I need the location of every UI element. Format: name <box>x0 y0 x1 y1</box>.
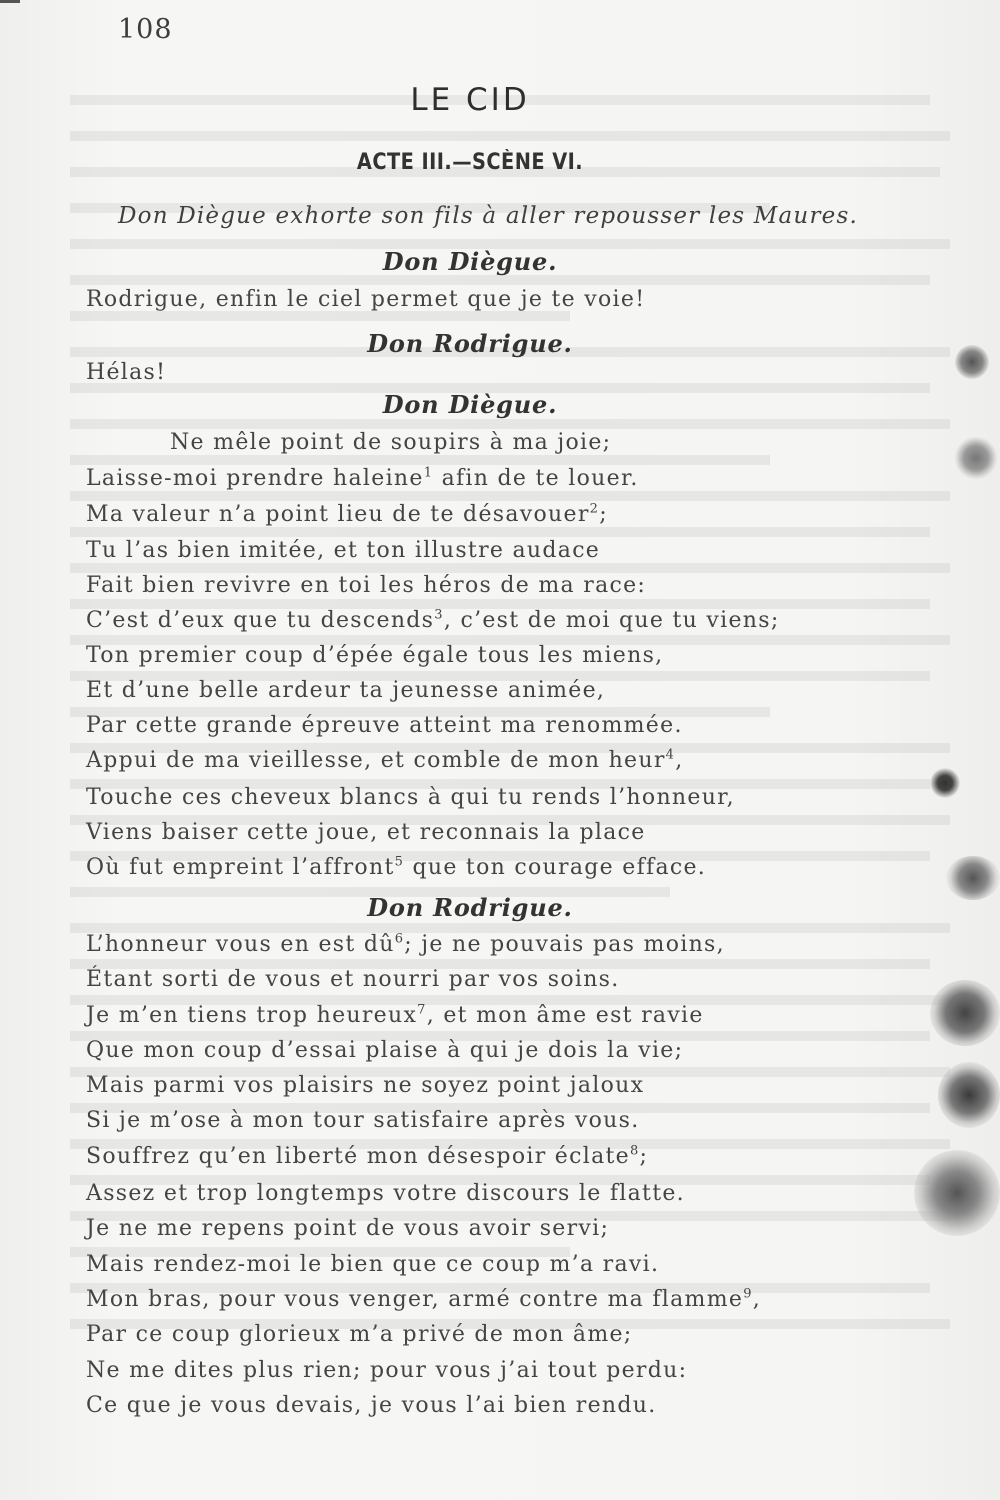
verse-line: Je ne me repens point de vous avoir servi; <box>86 1216 610 1241</box>
verse-line <box>86 502 608 527</box>
verse-text: ; <box>639 1144 649 1169</box>
verse-line: Ton premier coup d’épée égale tous les miens, <box>86 643 664 668</box>
verse-line: Par cette grande épreuve atteint ma renommée. <box>86 713 683 738</box>
verse-line <box>86 932 725 957</box>
speaker-label: Don Diègue. <box>382 390 558 419</box>
ink-stain <box>930 768 960 798</box>
verse-text: afin de te louer. <box>441 466 639 491</box>
verse-line: Par ce coup glorieux m’a privé de mon âme; <box>86 1322 633 1347</box>
footnote-marker: 5 <box>394 854 405 870</box>
verse-text: Où fut empreint l’affront <box>86 855 395 880</box>
footnote-marker: 1 <box>423 465 434 481</box>
ink-stain <box>938 1062 1000 1128</box>
verse-text: que ton courage efface. <box>412 855 707 880</box>
verse-text: Appui de ma vieillesse, et comble de mon heur <box>86 748 666 773</box>
ink-stain <box>930 980 1000 1046</box>
verse-text: , et mon âme est ravie <box>426 1003 704 1028</box>
verse-line: Tu l’as bien imitée, et ton illustre audace <box>86 538 601 563</box>
verse-line: Ne me dites plus rien; pour vous j’ai tout perdu: <box>86 1358 688 1383</box>
verse-text: L’honneur vous en est dû <box>86 932 395 957</box>
page-edge-mark <box>0 0 20 3</box>
verse-text: , <box>675 748 684 773</box>
scene-summary: Don Diègue exhorte son fils à aller repousser les Maures. <box>118 203 858 229</box>
verse-text: Mon bras, pour vous venger, armé contre ma flamme <box>86 1287 744 1312</box>
ink-stain <box>946 856 1000 900</box>
verse-text: Je m’en tiens trop heureux <box>86 1003 418 1028</box>
verse-text: ; je ne pouvais pas moins, <box>404 932 725 957</box>
book-title: LE CID <box>410 82 530 118</box>
verse-line <box>86 1144 648 1169</box>
verse-text: , <box>752 1287 762 1312</box>
verse-line: Fait bien revivre en toi les héros de ma race: <box>86 573 647 598</box>
verse-line <box>86 1003 704 1028</box>
verse-line: Mais parmi vos plaisirs ne soyez point jaloux <box>86 1073 645 1098</box>
verse-line <box>86 608 780 633</box>
ink-stain <box>955 345 989 379</box>
speaker-label: Don Rodrigue. <box>367 329 573 358</box>
footnote-marker: 3 <box>434 607 444 623</box>
verse-text: Laisse-moi prendre haleine <box>86 466 424 491</box>
verse-line <box>86 748 684 773</box>
footnote-marker: 6 <box>394 931 405 947</box>
verse-line: Mais rendez-moi le bien que ce coup m’a ravi. <box>86 1252 660 1277</box>
verse-line <box>86 466 639 491</box>
verse-line: Si je m’ose à mon tour satisfaire après vous. <box>86 1108 640 1133</box>
verse-line: Que mon coup d’essai plaise à qui je dois la vie; <box>86 1038 684 1063</box>
scene-heading: ACTE III.—SCÈNE VI. <box>356 150 584 175</box>
verse-line <box>86 855 706 880</box>
verse-line: Étant sorti de vous et nourri par vos soins. <box>86 967 620 992</box>
verse-text: ; <box>599 502 608 527</box>
footnote-marker: 7 <box>417 1002 427 1018</box>
footnote-marker: 8 <box>629 1143 640 1159</box>
verse-line <box>86 1287 761 1312</box>
footnote-marker: 9 <box>743 1286 753 1302</box>
footnote-marker: 2 <box>589 501 600 517</box>
speaker-label: Don Rodrigue. <box>367 893 573 922</box>
verse-text: , c’est de moi que tu viens; <box>443 608 780 633</box>
verse-line: Rodrigue, enfin le ciel permet que je te voie! <box>86 287 646 312</box>
verse-text: Ma valeur n’a point lieu de te désavouer <box>86 502 590 527</box>
verse-line: Et d’une belle ardeur ta jeunesse animée, <box>86 678 606 703</box>
verse-line: Touche ces cheveux blancs à qui tu rends l’honneur, <box>86 785 735 810</box>
verse-text: Souffrez qu’en liberté mon désespoir éclate <box>86 1144 630 1169</box>
ink-stain <box>914 1150 1000 1236</box>
verse-line: Ne mêle point de soupirs à ma joie; <box>170 430 612 455</box>
ink-stain <box>955 437 997 479</box>
verse-line: Ce que je vous devais, je vous l’ai bien rendu. <box>86 1393 657 1418</box>
footnote-marker: 4 <box>665 747 676 763</box>
verse-text: C’est d’eux que tu descends <box>86 608 435 633</box>
speaker-label: Don Diègue. <box>382 247 558 276</box>
page-number: 108 <box>118 14 173 45</box>
verse-line: Viens baiser cette joue, et reconnais la place <box>86 820 646 845</box>
verse-line: Hélas! <box>86 360 167 385</box>
verse-line: Assez et trop longtemps votre discours le flatte. <box>86 1181 685 1206</box>
